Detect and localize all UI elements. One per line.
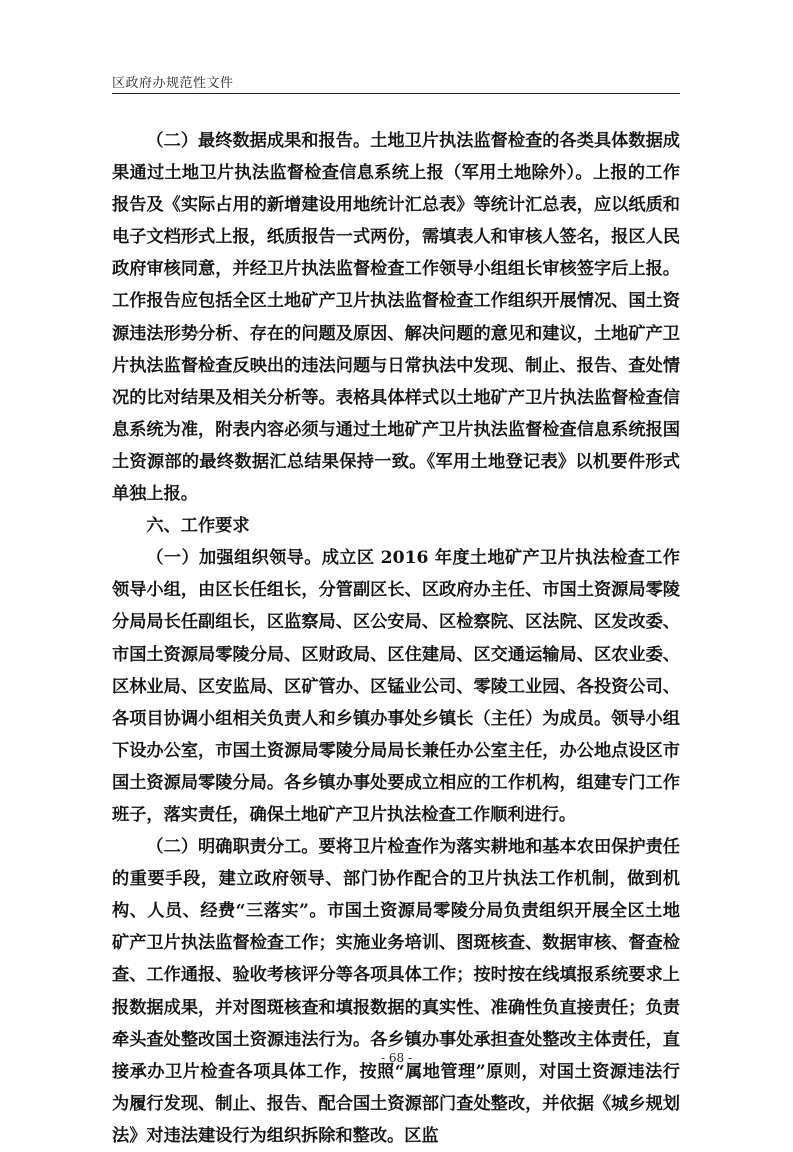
paragraph-text: 土地卫片执法监督检查的各类具体数据成果通过土地卫片执法监督检查信息系统上报（军用土地除外）。上报的工作报告及《实际占用的新增建设用地统计汇总表》等统计汇总表，应以纸质和电子文档形式上报，纸质报告一式两份，需填表人和审核人签名，报区人民政府审核同意，并经卫片执法监督检查工作领导小组组长审核签字后上报。工作报告应包括全区土地矿产卫片执法监督检查工作组织开展情况、国土资源违法形势分析、存在的问题及原因、解决问题的意见和建议，土地矿产卫片执法监督检查反映出的违法问题与日常执法中发现、制止、报告、查处情况的比对结果及相关分析等。表格具体样式以土地矿产卫片执法监督检查信息系统为准，附表内容必须与通过土地矿产卫片执法监督检查信息系统报国土资源部的最终数据汇总结果保持一致。《军用土地登记表》以机要件形式单独上报。	[112, 131, 680, 505]
paragraph-final-data-results	[112, 125, 680, 510]
paragraph-text: 成立区 2016 年度土地矿产卫片执法检查工作领导小组，由区长任组长，分管副区长、区政府办主任、市国土资源局零陵分局局长任副组长，区监察局、区公安局、区检察院、区法院、区发改委、市国土资源局零陵分局、区财政局、区住建局、区交通运输局、区农业委、区林业局、区安监局、区矿管办、区锰业公司、零陵工业园、各投资公司、各项目协调小组相关负责人和乡镇办事处乡镇长（主任）为成员。领导小组下设办公室，市国土资源局零陵分局局长兼任办公室主任，办公地点设区市国土资源局零陵分局。各乡镇办事处要成立相应的工作机构，组建专门工作班子，落实责任，确保土地矿产卫片执法检查工作顺利进行。	[112, 548, 680, 825]
header-divider	[112, 93, 680, 94]
paragraph-lead: （二）最终数据成果和报告。	[146, 131, 371, 151]
page-number: - 68 -	[380, 1051, 412, 1065]
paragraph-lead: （二）明确职责分工。	[146, 837, 319, 858]
document-header: 区政府办规范性文件	[112, 76, 234, 91]
section-heading-work-requirements: 六、工作要求	[146, 516, 250, 537]
document-body	[112, 125, 680, 1152]
paragraph-strengthen-leadership	[112, 542, 680, 831]
paragraph-clarify-responsibilities	[112, 831, 680, 1152]
paragraph-text: 要将卫片检查作为落实耕地和基本农田保护责任的重要手段，建立政府领导、部门协作配合的卫片执法工作机制，做到机构、人员、经费“三落实”。市国土资源局零陵分局负责组织开展全区土地矿产卫片执法监督检查工作；实施业务培训、图斑核查、数据审核、督查检查、工作通报、验收考核评分等各项具体工作；按时按在线填报系统要求上报数据成果，并对图斑核查和填报数据的真实性、准确性负直接责任；负责牵头查处整改国土资源违法行为。各乡镇办事处承担查处整改主体责任，直接承办卫片检查各项具体工作，按照“属地管理”原则，对国土资源违法行为履行发现、制止、报告、配合国土资源部门查处整改，并依据《城乡规划法》对违法建设行为组织拆除和整改。区监	[112, 837, 680, 1146]
paragraph-lead: （一）加强组织领导。	[146, 548, 322, 569]
